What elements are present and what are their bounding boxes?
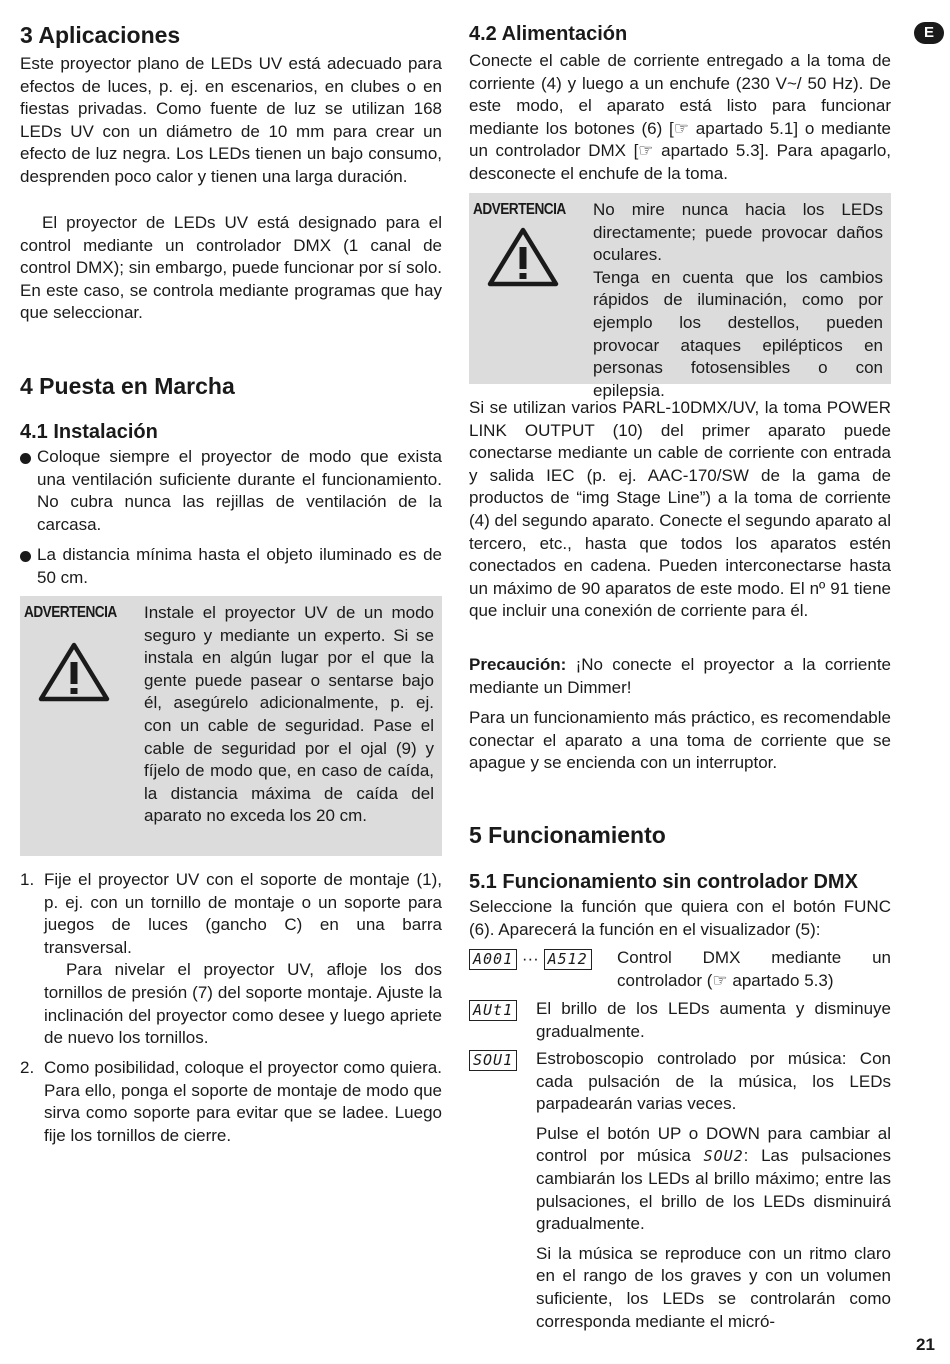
warning-text	[593, 199, 883, 402]
warning-text: Instale el proyector UV de un modo seguro y mediante un experto. Si se instala en algún lugar por el que la gente puede pasear o sentarse bajo él, asegúrelo adicionalmente, p. ej. con un cable de seguridad. Pase el cable de seguridad por el ojal (9) y fíjelo de modo que, en caso de caída, la distancia máxima de caída del aparato no exceda los 20 cm.	[144, 603, 434, 826]
bullet-icon	[20, 453, 31, 464]
warning-triangle-icon	[487, 227, 559, 287]
language-badge: E	[914, 22, 944, 44]
item-number: 2.	[20, 1058, 35, 1077]
section-5-1-paragraph: Seleccione la función que quiera con el botón FUNC (6). Aparecerá la función en el visualizador (5):	[469, 897, 891, 939]
caution-paragraph	[469, 654, 891, 699]
lcd-display-code: SOU1	[469, 1050, 517, 1071]
display-mode-text-2: Pulse el botón UP o DOWN para cambiar al control por música SOU2: Las pulsaciones cambiarán los LEDs al brillo máximo; entre las pulsaciones, el brillo de los LEDs disminuirá gradualmente.	[536, 1123, 891, 1234]
warning-box	[469, 193, 891, 400]
warning-triangle-icon	[38, 642, 110, 702]
display-mode-dmx	[469, 947, 891, 992]
bullet-text: La distancia mínima hasta el objeto iluminado es de 50 cm.	[37, 545, 442, 587]
range-separator: ···	[521, 949, 539, 968]
section-4-2-paragraph-2: Si se utilizan varios PARL-10DMX/UV, la toma POWER LINK OUTPUT (10) del primer aparato puede conectarse mediante un cable de corriente con entrada y salida IEC (p. ej. AAC-170/SW de la gama de productos de “img Stage Line”) a la toma de corriente (4) del segundo aparato. Conecte el segundo aparato al tercero, etc., hasta que todos los aparatos estén conectados en cadena. Pueden interconectarse hasta un máximo de 90 aparatos de este modo. El nº 91 tiene que incluir una conexión de corriente para él.	[469, 398, 891, 621]
item-number: 1.	[20, 870, 35, 889]
warning-text-2: Tenga en cuenta que los cambios rápidos de iluminación, como por ejemplo los destellos, pueden provocar ataques epilépticos en personas fotosensibles o con epilepsia.	[593, 267, 883, 400]
warning-text-1: No mire nunca hacia los LEDs directamente; puede provocar daños oculares.	[593, 200, 883, 265]
display-mode-sound	[469, 1048, 891, 1333]
lcd-display-code: AUt1	[469, 1000, 517, 1021]
list-item	[20, 446, 442, 536]
display-mode-text: El brillo de los LEDs aumenta y disminuye gradualmente.	[536, 999, 891, 1041]
caution-label: Precaución:	[469, 655, 567, 674]
bullet-icon	[20, 551, 31, 562]
list-item	[20, 544, 442, 589]
bullet-text: Coloque siempre el proyector de modo que exista una ventilación suficiente durante el funcionamiento. No cubra nunca las rejillas de ventilación de la carcasa.	[37, 447, 442, 534]
lcd-display-code: SOU2	[703, 1147, 744, 1166]
list-item	[20, 869, 442, 1050]
item-text: Como posibilidad, coloque el proyector como quiera. Para ello, ponga el soporte de montaje de modo que sirva como soporte para evitar que se ladee. Luego fije los tornillos de cierre.	[44, 1058, 442, 1145]
display-mode-auto	[469, 998, 891, 1043]
section-4-title: 4 Puesta en Marcha	[20, 373, 235, 399]
warning-box	[20, 596, 442, 856]
section-4-1-title: 4.1 Instalación	[20, 421, 158, 443]
lcd-display-code: A001	[469, 949, 517, 970]
section-4-2-paragraph-1: Conecte el cable de corriente entregado a la toma de corriente (4) y luego a un enchufe (230 V~/ 50 Hz). De este modo, el aparato está listo para funcionar mediante los botones (6) [☞ apartado 5.1] o mediante un controlador DMX [☞ apartado 5.3]. Para apagarlo, desconecte el enchufe de la toma.	[469, 51, 891, 183]
display-mode-text: Control DMX mediante un controlador (☞ apartado 5.3)	[617, 948, 891, 990]
section-4-2-paragraph-3: Para un funcionamiento más práctico, es recomendable conectar el aparato a una toma de corriente que se apague y se encienda con un interruptor.	[469, 708, 891, 773]
section-5-1-title: 5.1 Funcionamiento sin controlador DMX	[469, 871, 858, 893]
display-mode-text-3: Si la música se reproduce con un ritmo claro en el rango de los graves y con un volumen suficiente, los LEDs se controlarán como corresponda mediante el micró-	[536, 1243, 891, 1331]
section-3-paragraph-2: El proyector de LEDs UV está designado para el control mediante un controlador DMX (1 canal de control DMX); sin embargo, puede funcionar por sí solo. En este caso, se controla mediante programas que hay que seleccionar.	[20, 213, 442, 323]
item-text: Fije el proyector UV con el soporte de montaje (1), p. ej. con un tornillo de montaje o un soporte para juegos de luces (gancho C) en una barra transversal.	[44, 870, 442, 957]
section-3-paragraph-1: Este proyector plano de LEDs UV está adecuado para efectos de luces, p. ej. en escenarios, en clubes o en fiestas privadas. Como fuente de luz se utilizan 168 LEDs UV con un diámetro de 10 mm para crear un efecto de luz negra. Los LEDs tienen un bajo consumo, desprenden poco calor y tienen una larga duración.	[20, 54, 442, 186]
list-item	[20, 1057, 442, 1147]
page-number: 21	[916, 1335, 935, 1354]
item-subtext: Para nivelar el proyector UV, afloje los dos tornillos de presión (7) del soporte montaje. Ajuste la inclinación del proyector como desee y luego apriete de nuevo los tornillos.	[44, 960, 442, 1048]
section-3-title: 3 Aplicaciones	[20, 22, 181, 48]
display-mode-text: Estroboscopio controlado por música: Con cada pulsación de la música, los LEDs parpadearán varias veces.	[536, 1049, 891, 1114]
section-4-2-title: 4.2 Alimentación	[469, 23, 628, 45]
warning-label: ADVERTENCIA	[473, 201, 566, 218]
lcd-display-code: A512	[544, 949, 592, 970]
section-5-title: 5 Funcionamiento	[469, 822, 666, 848]
warning-label: ADVERTENCIA	[24, 604, 117, 621]
caution-text: ¡No conecte el proyector a la corriente mediante un Dimmer!	[469, 655, 891, 697]
